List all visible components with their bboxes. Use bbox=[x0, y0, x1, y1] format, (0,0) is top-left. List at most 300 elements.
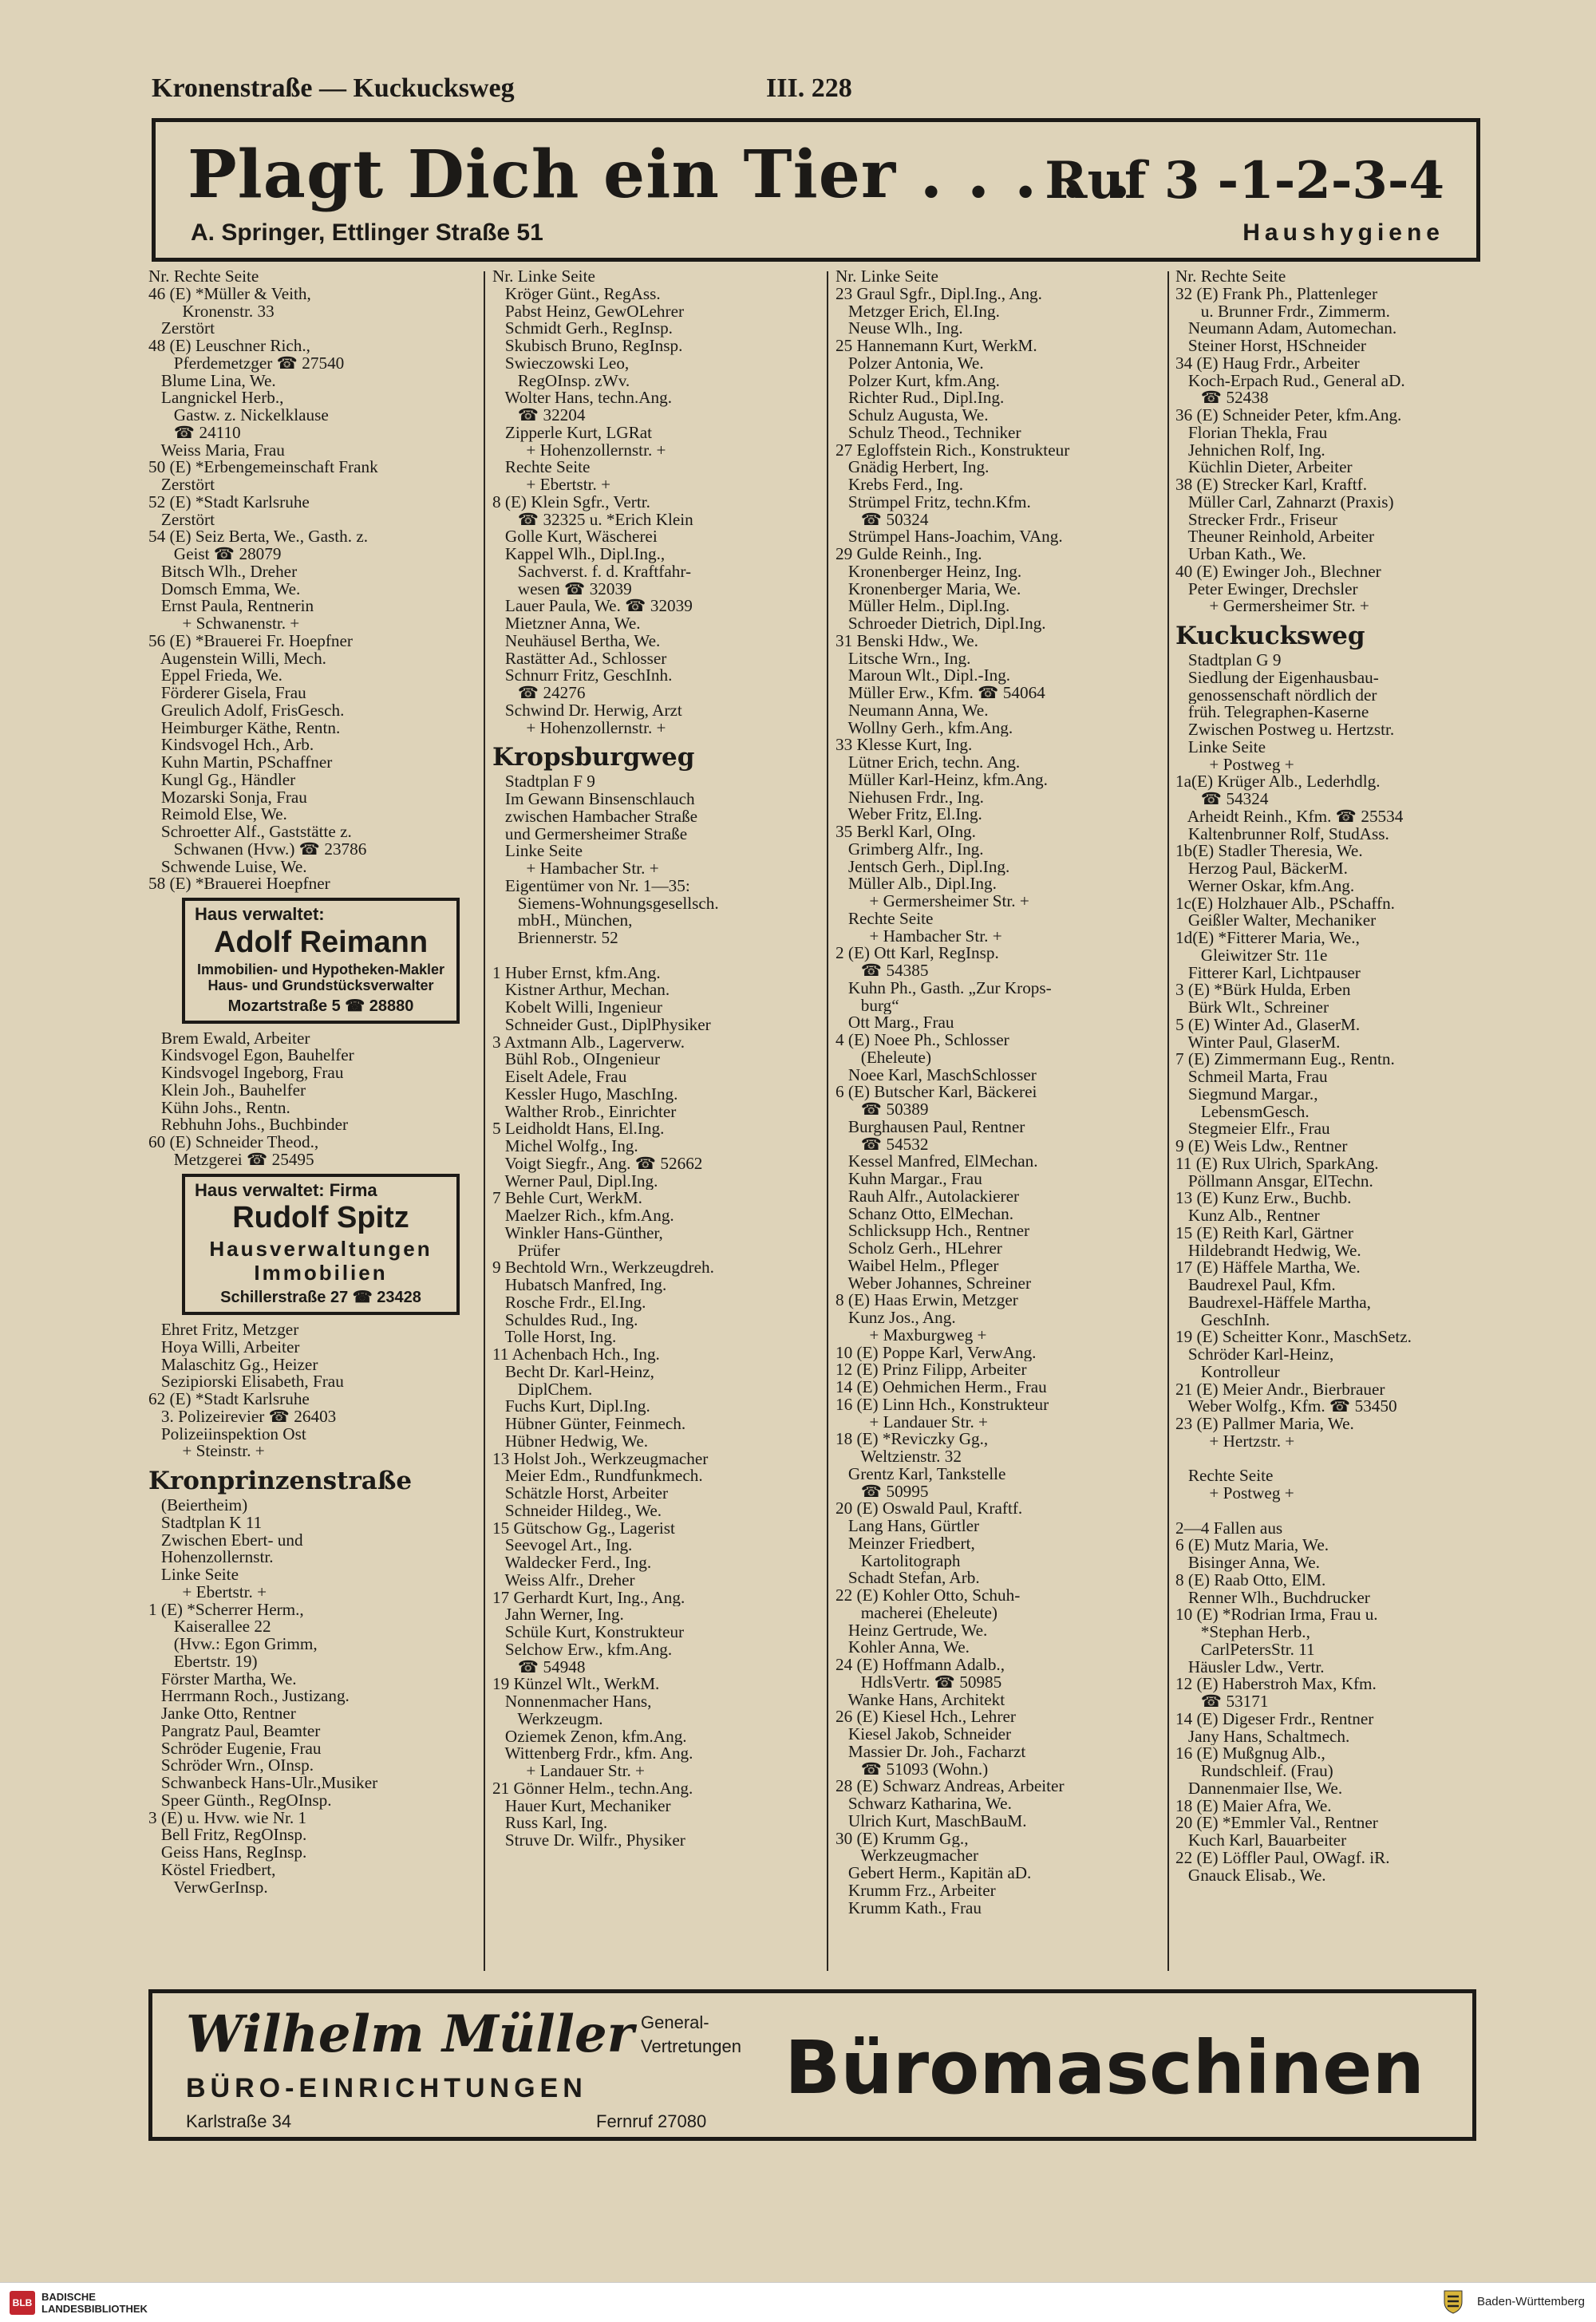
directory-line: 7 Behle Curt, WerkM. bbox=[492, 1190, 642, 1207]
directory-line: Pangratz Paul, Beamter bbox=[148, 1722, 321, 1740]
directory-line: Kaltenbrunner Rolf, StudAss. bbox=[1175, 825, 1389, 843]
ad-reimann-address: Mozartstraße 5 ☎ 28880 bbox=[227, 997, 414, 1015]
directory-line: Lütner Erich, techn. Ang. bbox=[836, 754, 1021, 772]
directory-line: Schneider Gust., DiplPhysiker bbox=[492, 1016, 711, 1034]
directory-line: Kessler Hugo, MaschIng. bbox=[492, 1085, 678, 1104]
header-page-number: III. 228 bbox=[766, 73, 852, 103]
directory-line: 10 (E) *Rodrian Irma, Frau u. bbox=[1175, 1606, 1378, 1624]
directory-line: + Ebertstr. + bbox=[148, 1583, 267, 1601]
directory-line: Förster Martha, We. bbox=[148, 1670, 297, 1688]
directory-line: 17 Gerhardt Kurt, Ing., Ang. bbox=[492, 1589, 685, 1607]
directory-line: Rebhuhn Johs., Buchbinder bbox=[148, 1116, 349, 1134]
directory-line: Müller Alb., Dipl.Ing. bbox=[836, 875, 997, 893]
directory-line: ☎ 53171 bbox=[1175, 1693, 1269, 1711]
directory-line: Stadtplan K 11 bbox=[148, 1514, 263, 1532]
directory-line: + Steinstr. + bbox=[148, 1443, 265, 1460]
directory-line: Golle Kurt, Wäscherei bbox=[492, 528, 658, 546]
directory-line: VerwGerInsp. bbox=[148, 1878, 268, 1897]
directory-line: Hauer Kurt, Mechaniker bbox=[492, 1797, 671, 1815]
directory-line: 1 (E) *Scherrer Herm., bbox=[148, 1601, 304, 1619]
directory-line: Kindsvogel Hch., Arb. bbox=[148, 736, 314, 754]
directory-line: ☎ 54385 bbox=[836, 962, 929, 980]
directory-line: Heimburger Käthe, Rentn. bbox=[148, 719, 341, 737]
directory-line: Brem Ewald, Arbeiter bbox=[148, 1029, 310, 1048]
directory-line: (Eheleute) bbox=[836, 1048, 932, 1067]
directory-line: Kontrolleur bbox=[1175, 1363, 1280, 1381]
directory-line: DiplChem. bbox=[492, 1380, 593, 1399]
directory-line: 24 (E) Hoffmann Adalb., bbox=[836, 1657, 1005, 1674]
directory-line: Baudrexel-Häffele Martha, bbox=[1175, 1293, 1371, 1312]
directory-line: Krumm Frz., Arbeiter bbox=[836, 1882, 996, 1900]
directory-line: Nr. Linke Seite bbox=[836, 268, 938, 286]
directory-line: CarlPetersStr. 11 bbox=[1175, 1641, 1315, 1659]
advertisement-spitz bbox=[182, 1174, 460, 1316]
street-heading: Kuckucksweg bbox=[1175, 622, 1365, 650]
directory-line: Schnurr Fritz, GeschInh. bbox=[492, 667, 673, 685]
directory-line: Linke Seite bbox=[148, 1566, 239, 1584]
directory-line: Seevogel Art., Ing. bbox=[492, 1537, 633, 1554]
directory-line: 2—4 Fallen aus bbox=[1175, 1519, 1283, 1538]
directory-line: Linke Seite bbox=[1175, 738, 1266, 756]
ad-company-name: Wilhelm Müller bbox=[186, 2004, 634, 2064]
directory-line: GeschInh. bbox=[1175, 1311, 1270, 1329]
directory-line: 31 Benski Hdw., We. bbox=[836, 632, 978, 650]
directory-line: Fitterer Karl, Lichtpauser bbox=[1175, 964, 1361, 982]
directory-line: 15 Gütschow Gg., Lagerist bbox=[492, 1519, 675, 1538]
listing-block bbox=[492, 268, 828, 736]
directory-line: Werner Paul, Dipl.Ing. bbox=[492, 1172, 658, 1191]
directory-line: 48 (E) Leuschner Rich., bbox=[148, 338, 310, 355]
ad-gv-line: Vertretungen bbox=[641, 2036, 741, 2056]
directory-line: + Hambacher Str. + bbox=[492, 860, 659, 878]
directory-line: Bürk Wlt., Schreiner bbox=[1175, 999, 1329, 1017]
directory-line: 58 (E) *Brauerei Hoepfner bbox=[148, 875, 330, 893]
directory-line: Schanz Otto, ElMechan. bbox=[836, 1205, 1013, 1223]
directory-line: Zwischen Postweg u. Hertzstr. bbox=[1175, 721, 1395, 739]
directory-line: Wolter Hans, techn.Ang. bbox=[492, 389, 673, 407]
directory-line: Zerstört bbox=[148, 511, 215, 529]
directory-line: + Hertzstr. + bbox=[1175, 1432, 1295, 1451]
directory-line: 1c(E) Holzhauer Alb., PSchaffn. bbox=[1175, 894, 1395, 913]
directory-line: 20 (E) *Emmler Val., Rentner bbox=[1175, 1815, 1378, 1832]
directory-line: 32 (E) Frank Ph., Plattenleger bbox=[1175, 285, 1378, 303]
directory-line: Schröder Karl-Heinz, bbox=[1175, 1346, 1334, 1364]
directory-line: 18 (E) Maier Afra, We. bbox=[1175, 1797, 1332, 1815]
directory-line: + Hohenzollernstr. + bbox=[492, 441, 666, 460]
directory-line: Rundschleif. (Frau) bbox=[1175, 1763, 1333, 1780]
ad-category: Haushygiene bbox=[1242, 219, 1444, 246]
directory-line: 11 Achenbach Hch., Ing. bbox=[492, 1346, 660, 1364]
listing-block bbox=[148, 268, 484, 893]
directory-line: Nr. Rechte Seite bbox=[148, 268, 259, 286]
directory-line: Waibel Helm., Pfleger bbox=[836, 1257, 999, 1275]
directory-line: Eiselt Adele, Frau bbox=[492, 1068, 627, 1086]
directory-line: Hoya Willi, Arbeiter bbox=[148, 1338, 300, 1356]
directory-line: Bitsch Wlh., Dreher bbox=[148, 563, 298, 581]
directory-line: 13 (E) Kunz Erw., Buchb. bbox=[1175, 1190, 1352, 1207]
directory-line: Kaiserallee 22 bbox=[148, 1618, 271, 1636]
directory-line: Kunz Jos., Ang. bbox=[836, 1309, 956, 1327]
directory-line: Litsche Wrn., Ing. bbox=[836, 650, 971, 668]
directory-line: 27 Egloffstein Rich., Konstrukteur bbox=[836, 441, 1070, 460]
directory-line: Kartolitograph bbox=[836, 1552, 961, 1570]
directory-line: Gleiwitzer Str. 11e bbox=[1175, 946, 1328, 965]
directory-line: Pferdemetzger ☎ 27540 bbox=[148, 354, 345, 373]
directory-line: 14 (E) Digeser Frdr., Rentner bbox=[1175, 1710, 1374, 1728]
directory-line: Schmeil Marta, Frau bbox=[1175, 1068, 1328, 1086]
directory-line: Blume Lina, We. bbox=[148, 372, 276, 390]
directory-line: Gnädig Herbert, Ing. bbox=[836, 459, 990, 476]
directory-line: Schulz Theod., Techniker bbox=[836, 424, 1021, 442]
directory-line: Mietzner Anna, We. bbox=[492, 615, 641, 633]
directory-line: Strümpel Fritz, techn.Kfm. bbox=[836, 493, 1031, 511]
directory-line: Müller Carl, Zahnarzt (Praxis) bbox=[1175, 493, 1394, 511]
directory-line: 36 (E) Schneider Peter, kfm.Ang. bbox=[1175, 407, 1402, 425]
directory-line: 1 Huber Ernst, kfm.Ang. bbox=[492, 964, 661, 982]
listing-block bbox=[1175, 652, 1511, 1884]
directory-line: Siedlung der Eigenhausbau- bbox=[1175, 669, 1379, 687]
ad-phone: Ruf 3 -1-2-3-4 bbox=[1045, 151, 1444, 211]
directory-line: 12 (E) Prinz Filipp, Arbeiter bbox=[836, 1361, 1027, 1379]
directory-line: RegOInsp. zWv. bbox=[492, 372, 630, 390]
directory-line: Kistner Arthur, Mechan. bbox=[492, 981, 670, 999]
directory-line: Dannenmaier Ilse, We. bbox=[1175, 1779, 1343, 1798]
ad-address: A. Springer, Ettlinger Straße 51 bbox=[191, 219, 543, 246]
directory-line: Urban Kath., We. bbox=[1175, 546, 1306, 563]
directory-line: Prüfer bbox=[492, 1242, 560, 1260]
directory-line: Weber Wolfg., Kfm. ☎ 53450 bbox=[1175, 1398, 1397, 1416]
directory-line: 3 Axtmann Alb., Lagerverw. bbox=[492, 1033, 685, 1052]
directory-line: + Germersheimer Str. + bbox=[836, 893, 1029, 910]
directory-line: 33 Klesse Kurt, Ing. bbox=[836, 736, 973, 754]
directory-line: Krebs Ferd., Ing. bbox=[836, 476, 964, 494]
directory-line: Bell Fritz, RegOInsp. bbox=[148, 1826, 307, 1844]
directory-line: Kronenberger Heinz, Ing. bbox=[836, 563, 1022, 581]
directory-line: Metzger Erich, El.Ing. bbox=[836, 302, 1000, 321]
directory-line: Rastätter Ad., Schlosser bbox=[492, 650, 667, 668]
directory-line: Augenstein Willi, Mech. bbox=[148, 650, 326, 668]
directory-line: Sezipiorski Elisabeth, Frau bbox=[148, 1373, 344, 1391]
directory-line: Arheidt Reinh., Kfm. ☎ 25534 bbox=[1175, 808, 1404, 826]
directory-line: Geist ☎ 28079 bbox=[148, 546, 282, 563]
directory-line: Jahn Werner, Ing. bbox=[492, 1606, 624, 1624]
directory-line: Herrmann Roch., Justizang. bbox=[148, 1688, 350, 1705]
directory-line: Burghausen Paul, Rentner bbox=[836, 1118, 1025, 1136]
directory-line: 12 (E) Haberstroh Max, Kfm. bbox=[1175, 1676, 1377, 1693]
ad-phone: Fernruf 27080 bbox=[596, 2111, 707, 2131]
directory-line: Voigt Siegfr., Ang. ☎ 52662 bbox=[492, 1155, 703, 1173]
bw-coat-of-arms-icon[interactable] bbox=[1441, 2289, 1465, 2315]
directory-line: 19 (E) Scheitter Konr., MaschSetz. bbox=[1175, 1329, 1412, 1346]
ad-address: Karlstraße 34 bbox=[186, 2111, 292, 2131]
directory-line: Schneider Hildeg., We. bbox=[492, 1502, 662, 1520]
directory-line: Kühn Johs., Rentn. bbox=[148, 1099, 290, 1117]
directory-line: macherei (Eheleute) bbox=[836, 1604, 998, 1622]
directory-line: Kronenberger Maria, We. bbox=[836, 580, 1021, 598]
directory-line: Lauer Paula, We. ☎ 32039 bbox=[492, 598, 693, 615]
ad-office-furnishing: BÜRO-EINRICHTUNGEN bbox=[186, 2073, 587, 2103]
directory-line: Geiss Hans, RegInsp. bbox=[148, 1844, 307, 1862]
directory-line: Müller Erw., Kfm. ☎ 54064 bbox=[836, 685, 1045, 702]
directory-line: 17 (E) Häffele Martha, We. bbox=[1175, 1259, 1361, 1277]
directory-line: Hübner Günter, Feinmech. bbox=[492, 1416, 686, 1433]
directory-line: früh. Telegraphen-Kaserne bbox=[1175, 704, 1369, 721]
directory-line: Förderer Gisela, Frau bbox=[148, 685, 306, 702]
directory-line: *Stephan Herb., bbox=[1175, 1624, 1310, 1641]
directory-line: Neuhäusel Bertha, We. bbox=[492, 632, 661, 650]
directory-line: Häusler Ldw., Vertr. bbox=[1175, 1658, 1325, 1676]
directory-line: ☎ 32325 u. *Erich Klein bbox=[492, 511, 693, 529]
directory-line: 7 (E) Zimmermann Eug., Rentn. bbox=[1175, 1051, 1395, 1068]
directory-line: Zwischen Ebert- und bbox=[148, 1531, 303, 1550]
directory-line: Weber Fritz, El.Ing. bbox=[836, 806, 982, 823]
directory-line: 9 Bechtold Wrn., Werkzeugdreh. bbox=[492, 1259, 714, 1277]
directory-line: Weiss Maria, Frau bbox=[148, 441, 285, 460]
directory-line: ☎ 54948 bbox=[492, 1658, 586, 1676]
directory-line: Werner Oskar, kfm.Ang. bbox=[1175, 877, 1355, 895]
directory-line: Kappel Wlh., Dipl.Ing., bbox=[492, 546, 666, 563]
directory-line: 19 Künzel Wlt., WerkM. bbox=[492, 1676, 660, 1693]
directory-line: ☎ 24276 bbox=[492, 685, 586, 702]
directory-line: Hübner Hedwig, We. bbox=[492, 1432, 649, 1451]
directory-line: Werkzeugmacher bbox=[836, 1847, 979, 1865]
listing-block bbox=[148, 1497, 484, 1896]
directory-line: Waldecker Ferd., Ing. bbox=[492, 1554, 652, 1572]
directory-line: Stadtplan G 9 bbox=[1175, 652, 1282, 669]
directory-line: + Schwanenstr. + bbox=[148, 615, 300, 633]
directory-line: 15 (E) Reith Karl, Gärtner bbox=[1175, 1224, 1353, 1242]
directory-line: Gnauck Elisab., We. bbox=[1175, 1866, 1326, 1885]
directory-line: mbH., München, bbox=[492, 912, 633, 930]
directory-line: Stegmeier Elfr., Frau bbox=[1175, 1120, 1330, 1138]
directory-line: Wanke Hans, Architekt bbox=[836, 1691, 1005, 1709]
directory-line: 54 (E) Seiz Berta, We., Gasth. z. bbox=[148, 528, 369, 546]
directory-line: Polizeiinspektion Ost bbox=[148, 1425, 306, 1443]
directory-line: Janke Otto, Rentner bbox=[148, 1705, 296, 1723]
directory-line: Schuldes Rud., Ing. bbox=[492, 1311, 638, 1329]
advertisement-pest-control bbox=[152, 118, 1480, 262]
directory-line: 62 (E) *Stadt Karlsruhe bbox=[148, 1391, 310, 1408]
ad-headline: Plagt Dich ein Tier . . . . . bbox=[188, 136, 1132, 213]
directory-line: Jany Hans, Schaltmech. bbox=[1175, 1728, 1350, 1746]
listing-block bbox=[836, 268, 1171, 1917]
advertisement-reimann bbox=[182, 898, 460, 1024]
directory-line: Rosche Frdr., El.Ing. bbox=[492, 1293, 646, 1312]
directory-line: 35 Berkl Karl, OIng. bbox=[836, 823, 976, 841]
directory-line: Schroeder Dietrich, Dipl.Ing. bbox=[836, 615, 1046, 633]
directory-line: Peter Ewinger, Drechsler bbox=[1175, 580, 1358, 598]
directory-line: Pabst Heinz, GewOLehrer bbox=[492, 302, 685, 321]
directory-line: Koch-Erpach Rud., General aD. bbox=[1175, 372, 1405, 390]
directory-line: Kuch Karl, Bauarbeiter bbox=[1175, 1832, 1347, 1850]
ad-reimann-line: Immobilien- und Hypotheken-Makler bbox=[196, 961, 445, 977]
listing-block bbox=[1175, 268, 1511, 615]
directory-line: Swieczowski Leo, bbox=[492, 354, 630, 373]
directory-line: Lang Hans, Gürtler bbox=[836, 1518, 980, 1535]
directory-line: Müller Karl-Heinz, kfm.Ang. bbox=[836, 771, 1048, 789]
directory-line: Schwanbeck Hans-Ulr.,Musiker bbox=[148, 1775, 378, 1792]
listing-block bbox=[148, 1030, 484, 1169]
ad-reimann-line: Haus verwaltet: bbox=[195, 904, 325, 924]
ad-reimann-line: Haus- und Grundstücksverwalter bbox=[207, 977, 434, 993]
directory-line: Kobelt Willi, Ingenieur bbox=[492, 999, 662, 1017]
directory-line: Reimold Else, We. bbox=[148, 806, 287, 823]
directory-line: Neumann Adam, Automechan. bbox=[1175, 320, 1397, 338]
directory-line: 28 (E) Schwarz Andreas, Arbeiter bbox=[836, 1778, 1065, 1795]
blb-line: BADISCHE bbox=[41, 2291, 96, 2303]
directory-line: Massier Dr. Joh., Facharzt bbox=[836, 1743, 1026, 1761]
directory-line: Grimberg Alfr., Ing. bbox=[836, 840, 984, 859]
directory-line: Im Gewann Binsenschlauch bbox=[492, 791, 695, 808]
directory-line: Geißler Walter, Mechaniker bbox=[1175, 912, 1377, 930]
directory-line: Wollny Gerh., kfm.Ang. bbox=[836, 719, 1013, 737]
directory-line: Hubatsch Manfred, Ing. bbox=[492, 1277, 667, 1294]
directory-line bbox=[1175, 1503, 1511, 1520]
directory-line: Nr. Linke Seite bbox=[492, 268, 595, 286]
listing-block bbox=[148, 1321, 484, 1460]
directory-line bbox=[1175, 1451, 1511, 1468]
directory-line: Renner Wlh., Buchdrucker bbox=[1175, 1589, 1370, 1607]
directory-line: Zipperle Kurt, LGRat bbox=[492, 424, 653, 442]
column-divider bbox=[484, 271, 485, 1971]
directory-line: Ott Marg., Frau bbox=[836, 1014, 954, 1032]
directory-line: Fuchs Kurt, Dipl.Ing. bbox=[492, 1398, 650, 1416]
directory-line: 60 (E) Schneider Theod., bbox=[148, 1134, 319, 1151]
directory-line: Küchlin Dieter, Arbeiter bbox=[1175, 459, 1353, 476]
directory-line: + Landauer Str. + bbox=[836, 1413, 989, 1432]
directory-line: 52 (E) *Stadt Karlsruhe bbox=[148, 493, 310, 511]
directory-line: Kronenstr. 33 bbox=[148, 302, 275, 321]
directory-line: wesen ☎ 32039 bbox=[492, 580, 632, 598]
directory-line: 5 Leidholdt Hans, El.Ing. bbox=[492, 1120, 665, 1138]
bw-wordmark[interactable]: Baden-Württemberg bbox=[1476, 2295, 1585, 2308]
directory-line: Heinz Gertrude, We. bbox=[836, 1621, 988, 1640]
directory-line: 38 (E) Strecker Karl, Kraftf. bbox=[1175, 476, 1368, 494]
directory-line: Langnickel Herb., bbox=[148, 389, 284, 407]
directory-line: Gebert Herm., Kapitän aD. bbox=[836, 1865, 1032, 1882]
listing-block bbox=[492, 773, 828, 1850]
ad-spitz-address: Schillerstraße 27 ☎ 23428 bbox=[220, 1289, 421, 1307]
directory-line: Russ Karl, Ing. bbox=[492, 1815, 608, 1832]
blb-wordmark[interactable] bbox=[41, 2291, 148, 2315]
directory-line bbox=[492, 947, 828, 965]
directory-line: ☎ 52438 bbox=[1175, 389, 1269, 407]
directory-line: 22 (E) Kohler Otto, Schuh- bbox=[836, 1587, 1021, 1605]
blb-line: LANDESBIBLIOTHEK bbox=[41, 2303, 148, 2315]
directory-line: 14 (E) Oehmichen Herm., Frau bbox=[836, 1379, 1047, 1396]
directory-line: Klein Joh., Bauhelfer bbox=[148, 1081, 306, 1100]
directory-line: 8 (E) Haas Erwin, Metzger bbox=[836, 1292, 1018, 1309]
directory-line: Niehusen Frdr., Ing. bbox=[836, 788, 984, 807]
advertisement-office-machines bbox=[148, 1989, 1476, 2141]
directory-line: Baudrexel Paul, Kfm. bbox=[1175, 1277, 1336, 1294]
directory-line: Rechte Seite bbox=[1175, 1467, 1274, 1485]
directory-line: Schroetter Alf., Gaststätte z. bbox=[148, 823, 352, 841]
directory-line: ☎ 50389 bbox=[836, 1101, 929, 1119]
directory-line: Gastw. z. Nickelklause bbox=[148, 407, 329, 425]
directory-line: 3 (E) *Bürk Hulda, Erben bbox=[1175, 981, 1351, 999]
directory-line: Schröder Wrn., OInsp. bbox=[148, 1757, 314, 1775]
directory-line: Polzer Antonia, We. bbox=[836, 354, 984, 373]
directory-line: Sachverst. f. d. Kraftfahr- bbox=[492, 563, 692, 581]
directory-line: Kuhn Margar., Frau bbox=[836, 1171, 982, 1188]
directory-line: Ehret Fritz, Metzger bbox=[148, 1321, 299, 1339]
page-header bbox=[152, 73, 1484, 113]
directory-line: Greulich Adolf, FrisGesch. bbox=[148, 701, 345, 720]
directory-line: 11 (E) Rux Ulrich, SparkAng. bbox=[1175, 1155, 1379, 1173]
directory-line: Winter Paul, GlaserM. bbox=[1175, 1033, 1341, 1052]
directory-line: genossenschaft nördlich der bbox=[1175, 686, 1377, 705]
directory-line: 8 (E) Klein Sgfr., Vertr. bbox=[492, 493, 650, 511]
directory-line: Maroun Wlt., Dipl.-Ing. bbox=[836, 667, 1011, 685]
directory-line: Kindsvogel Egon, Bauhelfer bbox=[148, 1047, 354, 1064]
directory-line: Rauh Alfr., Autolackierer bbox=[836, 1187, 1020, 1206]
directory-line: Bisinger Anna, We. bbox=[1175, 1554, 1320, 1572]
blb-logo-icon[interactable]: BLB bbox=[10, 2291, 35, 2315]
directory-line: 9 (E) Weis Ldw., Rentner bbox=[1175, 1138, 1348, 1155]
directory-line: Metzgerei ☎ 25495 bbox=[148, 1151, 314, 1169]
directory-line: Strümpel Hans-Joachim, VAng. bbox=[836, 528, 1063, 546]
street-heading: Kronprinzenstraße bbox=[148, 1467, 413, 1495]
directory-line: + Postweg + bbox=[1175, 756, 1294, 774]
directory-line: ☎ 24110 bbox=[148, 424, 241, 442]
directory-line: Kessel Manfred, ElMechan. bbox=[836, 1153, 1038, 1171]
directory-line: 16 (E) Mußgnug Alb., bbox=[1175, 1745, 1325, 1763]
directory-line: Hohenzollernstr. bbox=[148, 1549, 274, 1566]
directory-line: Nr. Rechte Seite bbox=[1175, 268, 1286, 286]
directory-line: Schlicksupp Hch., Rentner bbox=[836, 1222, 1030, 1240]
directory-line: 3 (E) u. Hvw. wie Nr. 1 bbox=[148, 1809, 307, 1827]
directory-line: Becht Dr. Karl-Heinz, bbox=[492, 1363, 654, 1381]
directory-line: 50 (E) *Erbengemeinschaft Frank bbox=[148, 459, 378, 476]
directory-line: ☎ 51093 (Wohn.) bbox=[836, 1760, 989, 1779]
directory-line: Eppel Frieda, We. bbox=[148, 667, 282, 685]
directory-line: Kiesel Jakob, Schneider bbox=[836, 1726, 1012, 1743]
directory-line: Kunz Alb., Rentner bbox=[1175, 1207, 1320, 1225]
directory-line: Nonnenmacher Hans, bbox=[492, 1693, 652, 1711]
directory-line: ☎ 54532 bbox=[836, 1135, 929, 1154]
directory-line: Walther Rrob., Einrichter bbox=[492, 1103, 677, 1121]
directory-line: Scholz Gerh., HLehrer bbox=[836, 1240, 1002, 1258]
ad-gv-line: General- bbox=[641, 2012, 709, 2032]
directory-line: 6 (E) Mutz Maria, We. bbox=[1175, 1537, 1329, 1554]
directory-line: Schwind Dr. Herwig, Arzt bbox=[492, 701, 682, 720]
directory-line: Ulrich Kurt, MaschBauM. bbox=[836, 1812, 1027, 1830]
ad-big-word: Büromaschinen bbox=[784, 2025, 1424, 2111]
directory-line: Wittenberg Frdr., kfm. Ang. bbox=[492, 1745, 693, 1763]
directory-line: 26 (E) Kiesel Hch., Lehrer bbox=[836, 1708, 1016, 1726]
directory-line: Köstel Friedbert, bbox=[148, 1861, 276, 1879]
directory-line: 8 (E) Raab Otto, ElM. bbox=[1175, 1571, 1326, 1589]
ad-reimann-name: Adolf Reimann bbox=[213, 925, 429, 959]
directory-line: Weiss Alfr., Dreher bbox=[492, 1571, 635, 1589]
directory-line: u. Brunner Frdr., Zimmerm. bbox=[1175, 302, 1390, 321]
directory-line: burg“ bbox=[836, 997, 899, 1015]
column-1 bbox=[148, 268, 484, 1896]
directory-line: Kindsvogel Ingeborg, Frau bbox=[148, 1064, 344, 1082]
directory-line: Noee Karl, MaschSchlosser bbox=[836, 1066, 1037, 1084]
directory-line: Oziemek Zenon, kfm.Ang. bbox=[492, 1728, 687, 1746]
directory-line: Schröder Eugenie, Frau bbox=[148, 1740, 322, 1758]
directory-line: 22 (E) Löffler Paul, OWagf. iR. bbox=[1175, 1849, 1390, 1867]
directory-line: 1a(E) Krüger Alb., Lederhdlg. bbox=[1175, 773, 1381, 791]
directory-line: + Ebertstr. + bbox=[492, 476, 611, 494]
directory-line: HdlsVertr. ☎ 50985 bbox=[836, 1673, 1002, 1692]
directory-line: Eigentümer von Nr. 1—35: bbox=[492, 877, 690, 895]
directory-line: + Hohenzollernstr. + bbox=[492, 719, 666, 737]
directory-line: Schätzle Horst, Arbeiter bbox=[492, 1485, 669, 1503]
directory-line: Schadt Stefan, Arb. bbox=[836, 1570, 980, 1587]
